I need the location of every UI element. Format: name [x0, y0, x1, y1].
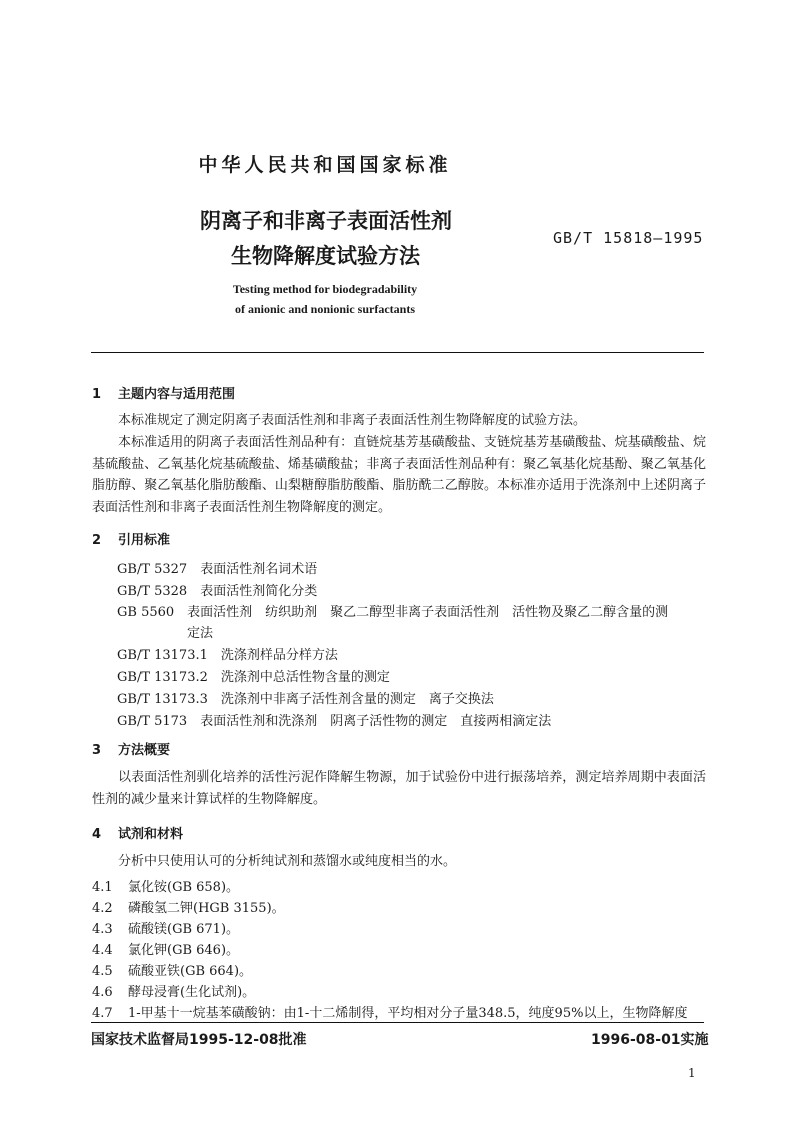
reference-item: GB/T 5327 表面活性剂名词术语	[117, 562, 318, 577]
title-line-1: 阴离子和非离子表面活性剂	[200, 209, 452, 233]
reference-item: GB/T 5328 表面活性剂简化分类	[117, 584, 318, 599]
reference-item: GB/T 13173.1 洗涤剂样品分样方法	[117, 648, 338, 663]
material-item-number: 4.4	[92, 943, 113, 958]
english-title-line-1: Testing method for biodegradability	[232, 282, 418, 296]
material-item-text: 氯化钾(GB 646)。	[128, 943, 240, 958]
section-3-heading	[92, 739, 170, 758]
reference-item-line-2: 定法	[187, 626, 214, 641]
footer-divider	[91, 1022, 704, 1023]
section-2-title: 引用标准	[118, 533, 171, 548]
material-item-text: 1-甲基十一烷基苯磺酸钠：由1-十二烯制得，平均相对分子量348.5，纯度95%以上，生物降解度	[128, 1006, 688, 1021]
material-item-text: 氯化铵(GB 658)。	[128, 880, 240, 895]
reference-item: GB/T 5173 表面活性剂和洗涤剂 阴离子活性物的测定 直接两相滴定法	[117, 714, 552, 729]
material-item-number: 4.2	[92, 901, 113, 916]
section-2-number: 2	[92, 533, 102, 548]
reference-item	[117, 602, 707, 644]
material-item	[92, 1002, 687, 1021]
material-item-text: 硫酸镁(GB 671)。	[128, 922, 240, 937]
material-item-number: 4.5	[92, 964, 113, 979]
material-item-number: 4.6	[92, 985, 113, 1000]
implementation-date: 1996-08-01实施	[591, 1032, 709, 1048]
section-4-intro: 分析中只使用认可的分析纯试剂和蒸馏水或纯度相当的水。	[118, 854, 457, 869]
standard-number: GB/T 15818—1995	[553, 229, 704, 247]
section-4-heading	[92, 823, 183, 842]
reference-item-line-1: GB 5560 表面活性剂 纺织助剂 聚乙二醇型非离子表面活性剂 活性物及聚乙二醇含量的测	[117, 605, 669, 620]
english-title-line-2: of anionic and nonionic surfactants	[234, 302, 416, 316]
material-item	[92, 876, 239, 895]
reference-item: GB/T 13173.2 洗涤剂中总活性物含量的测定	[117, 670, 390, 685]
header-divider	[91, 352, 704, 353]
material-item-text: 硫酸亚铁(GB 664)。	[128, 964, 253, 979]
material-item-text: 酵母浸膏(生化试剂)。	[128, 985, 256, 1000]
section-2-heading	[92, 529, 170, 548]
section-3-paragraph: 以表面活性剂驯化培养的活性污泥作降解生物源，加于试验份中进行振荡培养，测定培养周期中表面活性剂的减少量来计算试样的生物降解度。	[92, 770, 706, 807]
material-item	[92, 939, 239, 958]
material-item-number: 4.7	[92, 1006, 113, 1021]
section-1-paragraph-2: 本标准适用的阴离子表面活性剂品种有：直链烷基芳基磺酸盐、支链烷基芳基磺酸盐、烷基磺酸盐、烷基硫酸盐、乙氧基化烷基硫酸盐、烯基磺酸盐；非离子表面活性剂品种有：聚乙氧基化烷基酚、聚乙氧基化脂肪醇、聚乙氧基化脂肪酸酯、山梨糖醇脂肪酸酯、脂肪酰二乙醇胺。本标准亦适用于洗涤剂中上述阴离子表面活性剂和非离子表面活性剂生物降解度的测定。	[92, 435, 706, 516]
material-item	[92, 897, 285, 916]
approval-date: 国家技术监督局1995-12-08批准	[91, 1032, 307, 1048]
section-4-title: 试剂和材料	[118, 827, 184, 842]
section-3-title: 方法概要	[118, 743, 171, 758]
national-standard-heading: 中华人民共和国国家标准	[198, 154, 452, 176]
section-4-number: 4	[92, 827, 102, 842]
page-number: 1	[688, 1066, 696, 1080]
reference-item: GB/T 13173.3 洗涤剂中非离子活性剂含量的测定 离子交换法	[117, 692, 494, 707]
section-1-paragraph-1: 本标准规定了测定阴离子表面活性剂和非离子表面活性剂生物降解度的试验方法。	[118, 413, 587, 428]
material-item	[92, 918, 239, 937]
title-line-2: 生物降解度试验方法	[231, 244, 420, 268]
section-1-number: 1	[92, 387, 102, 402]
material-item-number: 4.1	[92, 880, 113, 895]
material-item	[92, 981, 255, 1000]
material-item-text: 磷酸氢二钾(HGB 3155)。	[128, 901, 285, 916]
material-item-number: 4.3	[92, 922, 113, 937]
section-3-number: 3	[92, 743, 102, 758]
material-item	[92, 960, 252, 979]
section-1-title: 主题内容与适用范围	[118, 387, 236, 402]
section-1-heading	[92, 383, 235, 402]
